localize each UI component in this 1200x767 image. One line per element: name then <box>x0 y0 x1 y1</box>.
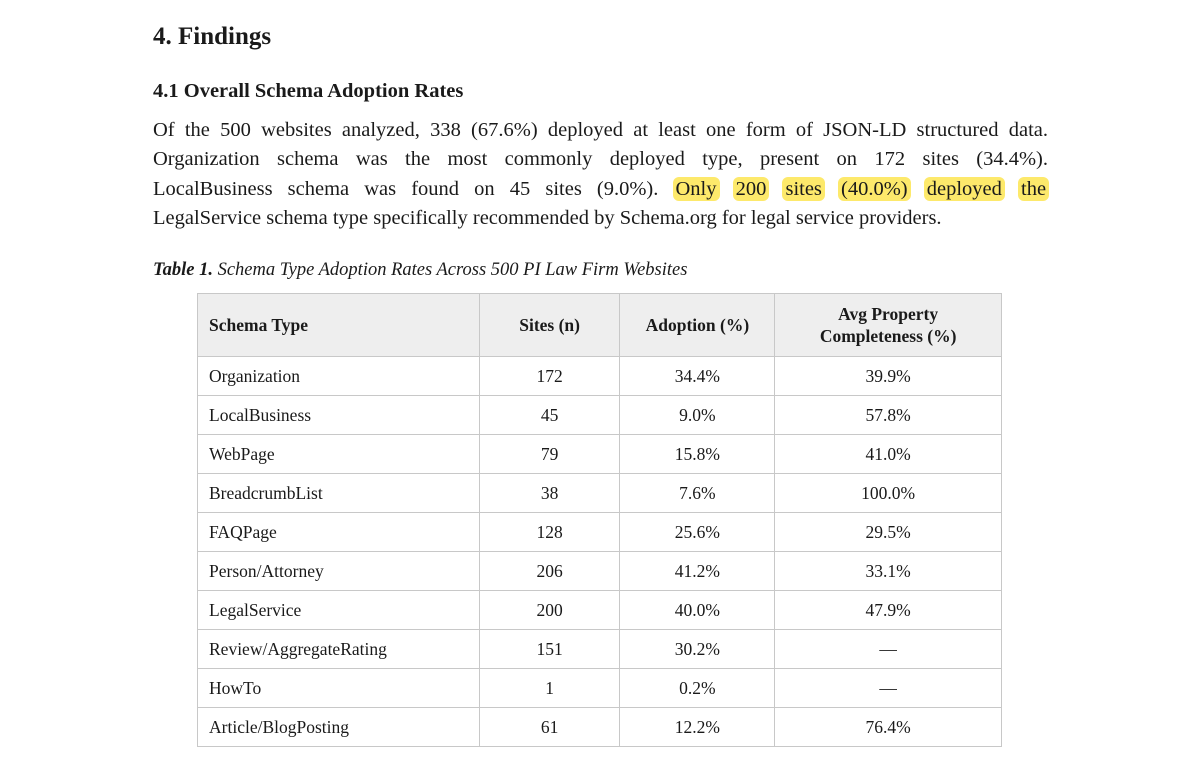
findings-paragraph <box>153 116 1048 233</box>
table-row <box>198 513 1002 552</box>
cell-completeness: — <box>775 630 1002 669</box>
cell-adoption: 40.0% <box>620 591 775 630</box>
paragraph-line-2: Organization schema was the most commonly deployed type, present on 172 sites (34.4%). <box>153 148 1048 171</box>
paragraph-line-3-text: LocalBusiness schema was found on 45 sites (9.0%). <box>153 177 659 200</box>
cell-adoption: 34.4% <box>620 357 775 396</box>
highlighted-word: deployed <box>924 177 1005 201</box>
cell-completeness: 29.5% <box>775 513 1002 552</box>
cell-adoption: 0.2% <box>620 669 775 708</box>
header-completeness-line-1: Avg Property <box>838 304 939 324</box>
table-row <box>198 669 1002 708</box>
cell-sites: 79 <box>479 435 620 474</box>
cell-completeness: — <box>775 669 1002 708</box>
cell-adoption: 12.2% <box>620 708 775 747</box>
table-row <box>198 396 1002 435</box>
header-completeness-line-2: Completeness (%) <box>819 326 957 346</box>
table-row <box>198 708 1002 747</box>
highlighted-word: Only <box>673 177 720 201</box>
table-row <box>198 630 1002 669</box>
cell-adoption: 41.2% <box>620 552 775 591</box>
subsection-heading: 4.1 Overall Schema Adoption Rates <box>153 80 464 102</box>
table-row <box>198 357 1002 396</box>
table-caption-label: Table 1. <box>153 260 213 280</box>
header-schema-type: Schema Type <box>198 294 480 357</box>
cell-completeness: 76.4% <box>775 708 1002 747</box>
highlighted-word: sites <box>782 177 824 201</box>
cell-schema-type: WebPage <box>198 435 480 474</box>
cell-sites: 172 <box>479 357 620 396</box>
cell-completeness: 33.1% <box>775 552 1002 591</box>
table-header-row <box>198 294 1002 357</box>
highlighted-word: the <box>1018 177 1049 201</box>
cell-schema-type: Organization <box>198 357 480 396</box>
cell-schema-type: LegalService <box>198 591 480 630</box>
cell-sites: 206 <box>479 552 620 591</box>
schema-adoption-table <box>197 293 1002 747</box>
table-row <box>198 474 1002 513</box>
cell-completeness: 47.9% <box>775 591 1002 630</box>
cell-sites: 200 <box>479 591 620 630</box>
highlighted-word: (40.0%) <box>838 177 911 201</box>
cell-schema-type: LocalBusiness <box>198 396 480 435</box>
cell-sites: 45 <box>479 396 620 435</box>
paragraph-line-1: Of the 500 websites analyzed, 338 (67.6%) deployed at least one form of JSON-LD structured data. <box>153 119 1048 141</box>
cell-sites: 151 <box>479 630 620 669</box>
cell-adoption: 7.6% <box>620 474 775 513</box>
cell-schema-type: FAQPage <box>198 513 480 552</box>
cell-adoption: 15.8% <box>620 435 775 474</box>
table-caption <box>153 257 687 283</box>
table-row <box>198 591 1002 630</box>
cell-adoption: 30.2% <box>620 630 775 669</box>
cell-completeness: 39.9% <box>775 357 1002 396</box>
cell-sites: 61 <box>479 708 620 747</box>
cell-completeness: 100.0% <box>775 474 1002 513</box>
header-completeness <box>775 294 1002 357</box>
cell-schema-type: Article/BlogPosting <box>198 708 480 747</box>
header-adoption: Adoption (%) <box>620 294 775 357</box>
cell-sites: 38 <box>479 474 620 513</box>
header-sites: Sites (n) <box>479 294 620 357</box>
paragraph-line-4: LegalService schema type specifically recommended by Schema.org for legal service providers. <box>153 206 942 229</box>
section-heading: 4. Findings <box>153 23 272 50</box>
cell-completeness: 57.8% <box>775 396 1002 435</box>
cell-adoption: 25.6% <box>620 513 775 552</box>
cell-schema-type: Review/AggregateRating <box>198 630 480 669</box>
table-row <box>198 552 1002 591</box>
table-row <box>198 435 1002 474</box>
cell-sites: 1 <box>479 669 620 708</box>
cell-sites: 128 <box>479 513 620 552</box>
highlighted-word: 200 <box>733 177 770 201</box>
cell-completeness: 41.0% <box>775 435 1002 474</box>
table-caption-text: Schema Type Adoption Rates Across 500 PI Law Firm Websites <box>217 260 688 280</box>
cell-schema-type: Person/Attorney <box>198 552 480 591</box>
cell-adoption: 9.0% <box>620 396 775 435</box>
paragraph-line-3 <box>153 175 1048 204</box>
cell-schema-type: BreadcrumbList <box>198 474 480 513</box>
cell-schema-type: HowTo <box>198 669 480 708</box>
